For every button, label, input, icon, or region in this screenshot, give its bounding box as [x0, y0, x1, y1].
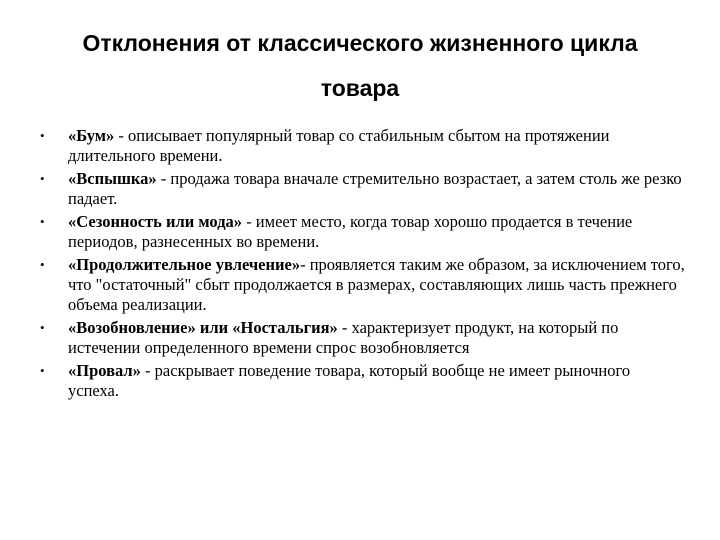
bullet-item-flash [40, 169, 685, 209]
slide-title-line-1: Отклонения от классического жизненного цикла [82, 30, 638, 56]
bullet-dot-icon: • [40, 171, 45, 186]
bullet-text: - раскрывает поведение товара, который вообще не имеет рыночного успеха. [68, 361, 631, 400]
bullet-dot-icon: • [40, 257, 45, 272]
bullet-item-revival [40, 318, 685, 358]
bullet-item-boom [40, 126, 685, 166]
bullet-term: «Возобновление» или «Ностальгия» [68, 318, 338, 337]
bullet-item-prolonged [40, 255, 685, 315]
bullet-term: «Продолжительное увлечение» [68, 255, 301, 274]
bullet-dot-icon: • [40, 363, 45, 378]
bullet-term: «Бум» [68, 126, 115, 145]
bullet-text: - продажа товара вначале стремительно возрастает, а затем столь же резко падает. [68, 169, 682, 208]
bullet-text: - характеризует продукт, на который по истечении определенного времени спрос возобновляется [68, 318, 619, 357]
bullet-dot-icon: • [40, 214, 45, 229]
bullet-term: «Вспышка» [68, 169, 157, 188]
bullet-item-seasonality [40, 212, 685, 252]
bullet-item-failure [40, 361, 685, 401]
bullet-text: - имеет место, когда товар хорошо продается в течение периодов, разнесенных во времени. [68, 212, 633, 251]
bullet-list [40, 126, 685, 404]
bullet-term: «Сезонность или мода» [68, 212, 243, 231]
slide-title-line-2: товара [320, 75, 400, 101]
bullet-term: «Провал» [68, 361, 141, 380]
bullet-dot-icon: • [40, 128, 45, 143]
bullet-dot-icon: • [40, 320, 45, 335]
bullet-text: - описывает популярный товар со стабильным сбытом на протяжении длительного времени. [68, 126, 610, 165]
bullet-text: - проявляется таким же образом, за исключением того, что "остаточный" сбыт продолжается в размерах, составляющих лишь часть прежнего объема реализации. [68, 255, 685, 314]
